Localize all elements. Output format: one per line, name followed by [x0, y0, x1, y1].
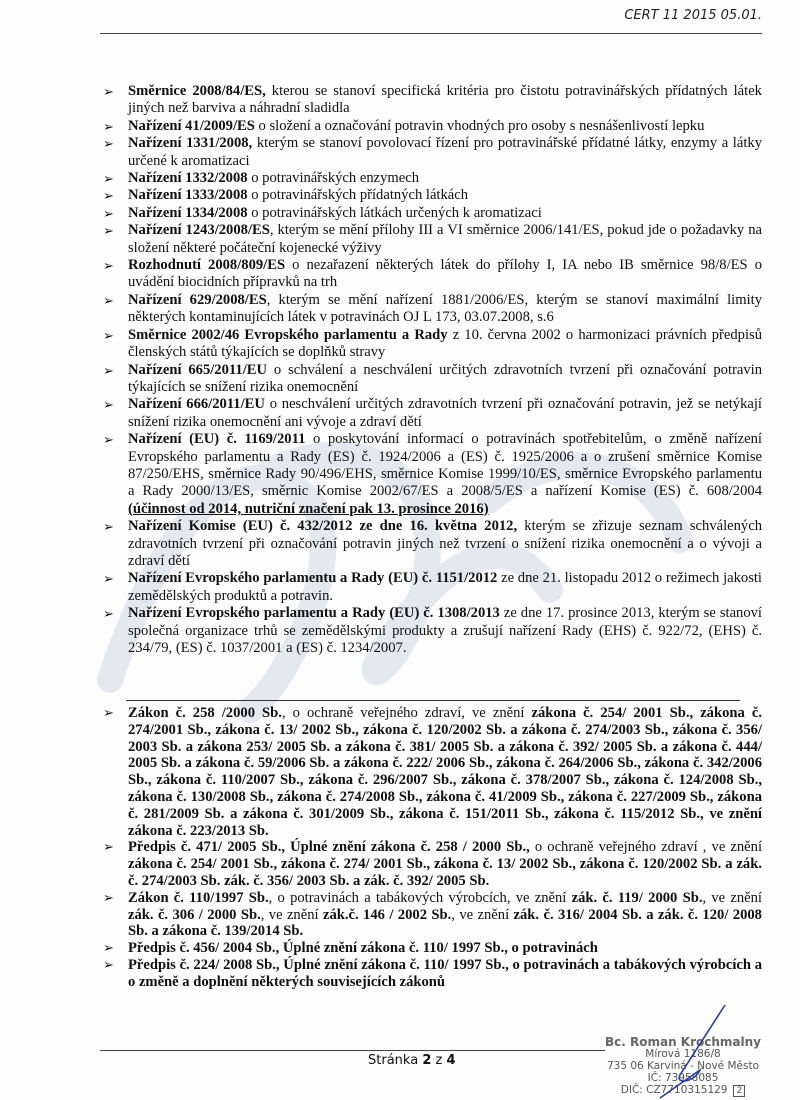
page-total: 4	[446, 1053, 456, 1068]
list-item	[103, 222, 762, 257]
item-text: , kterým se mění přílohy III a VI směrnice 2006/141/ES, pokud jde o požadavky na složení některé počáteční kojenecké výživy	[128, 222, 762, 256]
arrow-bullet-icon: ➢	[103, 705, 114, 720]
item-title: Zákon č. 258 /2000 Sb.	[128, 705, 282, 721]
item-title: zákona č. 254/ 2001 Sb., zákona č. 274/ 2001 Sb., zákona č. 13/ 2002 Sb., zákona č. 120/2002 Sb. a zák. č. 274/2003 Sb. zák. č. 356/ 2003 Sb. a zák. č. 392/ 2005 Sb.	[128, 856, 762, 889]
arrow-bullet-icon: ➢	[103, 606, 114, 622]
arrow-bullet-icon: ➢	[103, 292, 114, 308]
arrow-bullet-icon: ➢	[103, 118, 114, 134]
item-title: Rozhodnutí 2008/809/ES	[128, 257, 286, 274]
list-item	[103, 940, 762, 957]
header-divider	[100, 33, 762, 34]
item-title: zák. č. 316/ 2004 Sb. a zák. č. 120/ 2008 Sb. a zákona č. 139/2014 Sb.	[128, 906, 762, 940]
item-title: Nařízení Komise (EU) č. 432/2012 ze dne 16. května 2012,	[128, 518, 518, 535]
item-title: Nařízení 629/2008/ES	[128, 291, 267, 308]
item-title: zák. č. 306 / 2000 Sb.	[128, 906, 261, 923]
arrow-bullet-icon: ➢	[103, 223, 114, 239]
arrow-bullet-icon: ➢	[103, 258, 114, 274]
arrow-bullet-icon: ➢	[103, 839, 114, 855]
item-title: Nařízení 1243/2008/ES	[128, 222, 270, 239]
item-title: Nařízení 666/2011/EU	[128, 396, 265, 413]
item-text: o potravinářských enzymech	[247, 170, 419, 187]
arrow-bullet-icon: ➢	[103, 136, 114, 152]
list-item	[103, 83, 762, 118]
footer-divider	[100, 1050, 605, 1051]
item-text: o neschválení určitých zdravotních tvrzení při označování potravin, jež se netýkají snížení rizika onemocnění ani vývoje a zdraví dětí	[128, 396, 762, 430]
list-item	[103, 170, 762, 187]
arrow-bullet-icon: ➢	[103, 519, 114, 535]
stamp-street: Mírová 1186/8	[645, 1048, 721, 1060]
arrow-bullet-icon: ➢	[103, 571, 114, 587]
item-title: Zákon č. 110/1997 Sb.	[128, 889, 269, 906]
item-text: , ve znění	[260, 906, 323, 923]
item-text: ze dne 21. listopadu 2012 o režimech jakosti zemědělských produktů a potravin.	[128, 570, 762, 604]
item-text: ze dne 17. prosince 2013, kterým se stanoví společná organizace trhů se zemědělskými produkty a zrušují nařízení Rady (EHS) č. 922/72, (EHS) č. 234/79, (ES) č. 1037/2001 a (ES) č. 1234/2007.	[128, 605, 762, 656]
document-code: CERT 11 2015 05.01.	[624, 8, 762, 23]
arrow-bullet-icon: ➢	[103, 889, 114, 905]
page-sep: z	[435, 1053, 443, 1068]
item-title: Předpis č. 471/ 2005 Sb., Úplné znění zákona č. 258 / 2000 Sb.,	[128, 839, 530, 856]
list-item	[103, 135, 762, 170]
page-number	[368, 1053, 456, 1068]
list-item	[103, 957, 762, 991]
item-title: zák.č. 146 / 2002 Sb.	[322, 906, 452, 923]
item-title: Nařízení 665/2011/EU	[128, 361, 268, 378]
stamp-city: 735 06 Karviná - Nové Město	[606, 1060, 760, 1072]
arrow-bullet-icon: ➢	[103, 188, 114, 204]
item-text: , o potravinách a tabákových výrobcích, ve znění	[268, 889, 572, 906]
item-text: kterým se stanoví povolovací řízení pro potravinářské přídatné látky, enzymy a látky určené k aromatizaci	[128, 135, 762, 169]
list-item	[103, 518, 762, 570]
item-title: Nařízení 1334/2008	[128, 204, 248, 221]
page-label: Stránka	[368, 1053, 419, 1068]
item-title: Předpis č. 224/ 2008 Sb., Úplné znění zákona č. 110/ 1997 Sb., o potravinách a tabákových výrobcích a o změně a doplnění některých souvisejících zákonů	[128, 956, 762, 990]
list-item	[103, 839, 762, 889]
regulations-list	[103, 83, 762, 657]
item-title: zák. č. 119/ 2000 Sb.	[571, 889, 703, 906]
arrow-bullet-icon: ➢	[103, 84, 114, 99]
item-title: Směrnice 2002/46 Evropského parlamentu a Rady	[128, 326, 448, 343]
page-current: 2	[422, 1053, 432, 1068]
item-title: Předpis č. 456/ 2004 Sb., Úplné znění zákona č. 110/ 1997 Sb., o potravinách	[128, 940, 598, 957]
item-text: kterým se zřizuje seznam schválených zdravotních tvrzení při označování potravin jiných než tvrzení o snížení rizika onemocnění a o vývoji a zdraví dětí	[128, 518, 762, 569]
stamp-box: 2	[733, 1085, 745, 1097]
item-title: Nařízení Evropského parlamentu a Rady (EU) č. 1308/2013	[128, 605, 500, 622]
list-item	[103, 705, 762, 839]
item-text: kterou se stanoví specifická kritéria pro čistotu potravinářských přídatných látek jiných než barviva a náhradní sladidla	[128, 83, 762, 117]
item-title: Nařízení 1331/2008,	[128, 135, 253, 152]
list-item	[103, 570, 762, 605]
list-item	[103, 327, 762, 362]
item-text: o ochraně veřejného zdraví , ve znění	[529, 839, 762, 856]
handwritten-signature	[640, 1000, 750, 1100]
list-item	[103, 396, 762, 431]
list-item	[103, 187, 762, 204]
item-text: , ve znění	[702, 889, 762, 906]
item-text: o nezařazení některých látek do přílohy I, IA nebo IB směrnice 98/8/ES o uvádění biocidních přípravků na trh	[128, 257, 762, 291]
list-item	[103, 605, 762, 657]
item-text: o potravinářských přídatných látkách	[247, 187, 469, 204]
item-title: zákona č. 254/ 2001 Sb., zákona č. 274/2001 Sb., zákona č. 13/ 2002 Sb., zákona č. 120/2002 Sb. a zákona č. 274/2003 Sb., zákona č. 356/ 2003 Sb. a zákona 253/ 2005 Sb. a zákona č. 381/ 2005 Sb. a zákona č. 392/ 2005 Sb. a zákona č. 444/ 2005 Sb. a zákona č. 59/2006 Sb. a zákona č. 222/ 2006 Sb., zákona č. 264/2006 Sb., zákona č. 342/2006 Sb., zákona č. 110/2007 Sb., zákona č. 296/2007 Sb., zákona č. 378/2007 Sb., zákona č. 124/2008 Sb., zákona č. 130/2008 Sb., zákona č. 274/2008 Sb., zákona č. 41/2009 Sb., zákona č. 227/2009 Sb., zákona č. 281/2009 Sb. a zákona č. 301/2009 Sb., zákona č. 151/2011 Sb., zákona č. 115/2012 Sb., ve znění zákona č. 223/2013 Sb.	[128, 705, 762, 839]
item-text: z 10. června 2002 o harmonizaci právních předpisů členských států týkajících se doplňků stravy	[128, 326, 762, 361]
list-item	[103, 431, 762, 518]
item-title: (účinnost od 2014, nutriční značení pak 13. prosince 2016)	[128, 500, 489, 517]
arrow-bullet-icon: ➢	[103, 432, 114, 448]
item-title: Nařízení 1332/2008	[128, 170, 248, 187]
item-title: Nařízení Evropského parlamentu a Rady (EU) č. 1151/2012	[128, 570, 498, 587]
arrow-bullet-icon: ➢	[103, 327, 114, 343]
stamp-dic: DIČ: CZ7710315129	[620, 1084, 728, 1096]
arrow-bullet-icon: ➢	[103, 205, 114, 221]
arrow-bullet-icon: ➢	[103, 956, 114, 972]
item-text: , ve znění	[451, 906, 514, 923]
item-text: o schválení a neschválení určitých zdravotních tvrzení při označování potravin týkajících se snížení rizika onemocnění	[128, 361, 762, 395]
item-text: o potravinářských látkách určených k aromatizaci	[247, 204, 542, 221]
section-divider	[126, 700, 740, 701]
arrow-bullet-icon: ➢	[103, 397, 114, 413]
list-item	[103, 257, 762, 292]
item-title: Nařízení 41/2009/ES	[128, 117, 255, 134]
item-title: Nařízení 1333/2008	[128, 187, 248, 204]
arrow-bullet-icon: ➢	[103, 362, 114, 378]
item-text: o poskytování informací o potravinách spotřebitelům, o změně nařízení Evropského parlamentu a Rady (ES) č. 1924/2006 a (ES) č. 1925/2006 a o zrušení směrnice Komise 87/250/EHS, směrnice Rady 90/496/EHS, směrnice Komise 1999/10/ES, směrnice Evropského parlamentu a Rady 2000/13/ES, směrnic Komise 2002/67/ES a 2008/5/ES a nařízení Komise (ES) č. 608/2004	[128, 431, 762, 500]
list-item	[103, 362, 762, 397]
list-item	[103, 890, 762, 940]
arrow-bullet-icon: ➢	[103, 940, 114, 956]
item-text: , o ochraně veřejného zdraví, ve znění	[281, 705, 532, 721]
list-item	[103, 205, 762, 222]
list-item	[103, 292, 762, 327]
item-text: o složení a označování potravin vhodných pro osoby s nesnášenlivostí lepku	[254, 117, 705, 134]
stamp-name: Bc. Roman Krochmalny	[605, 1035, 761, 1049]
laws-list	[103, 705, 762, 991]
item-title: Nařízení (EU) č. 1169/2011	[128, 431, 306, 448]
item-title: Směrnice 2008/84/ES,	[128, 83, 266, 99]
arrow-bullet-icon: ➢	[103, 171, 114, 187]
list-item	[103, 118, 762, 135]
item-text: , kterým se mění nařízení 1881/2006/ES, kterým se stanoví maximální limity některých kontaminujících látek v potravinách OJ L 173, 03.07.2008, s.6	[128, 291, 762, 326]
stamp-ic: IČ: 73958085	[647, 1072, 719, 1084]
